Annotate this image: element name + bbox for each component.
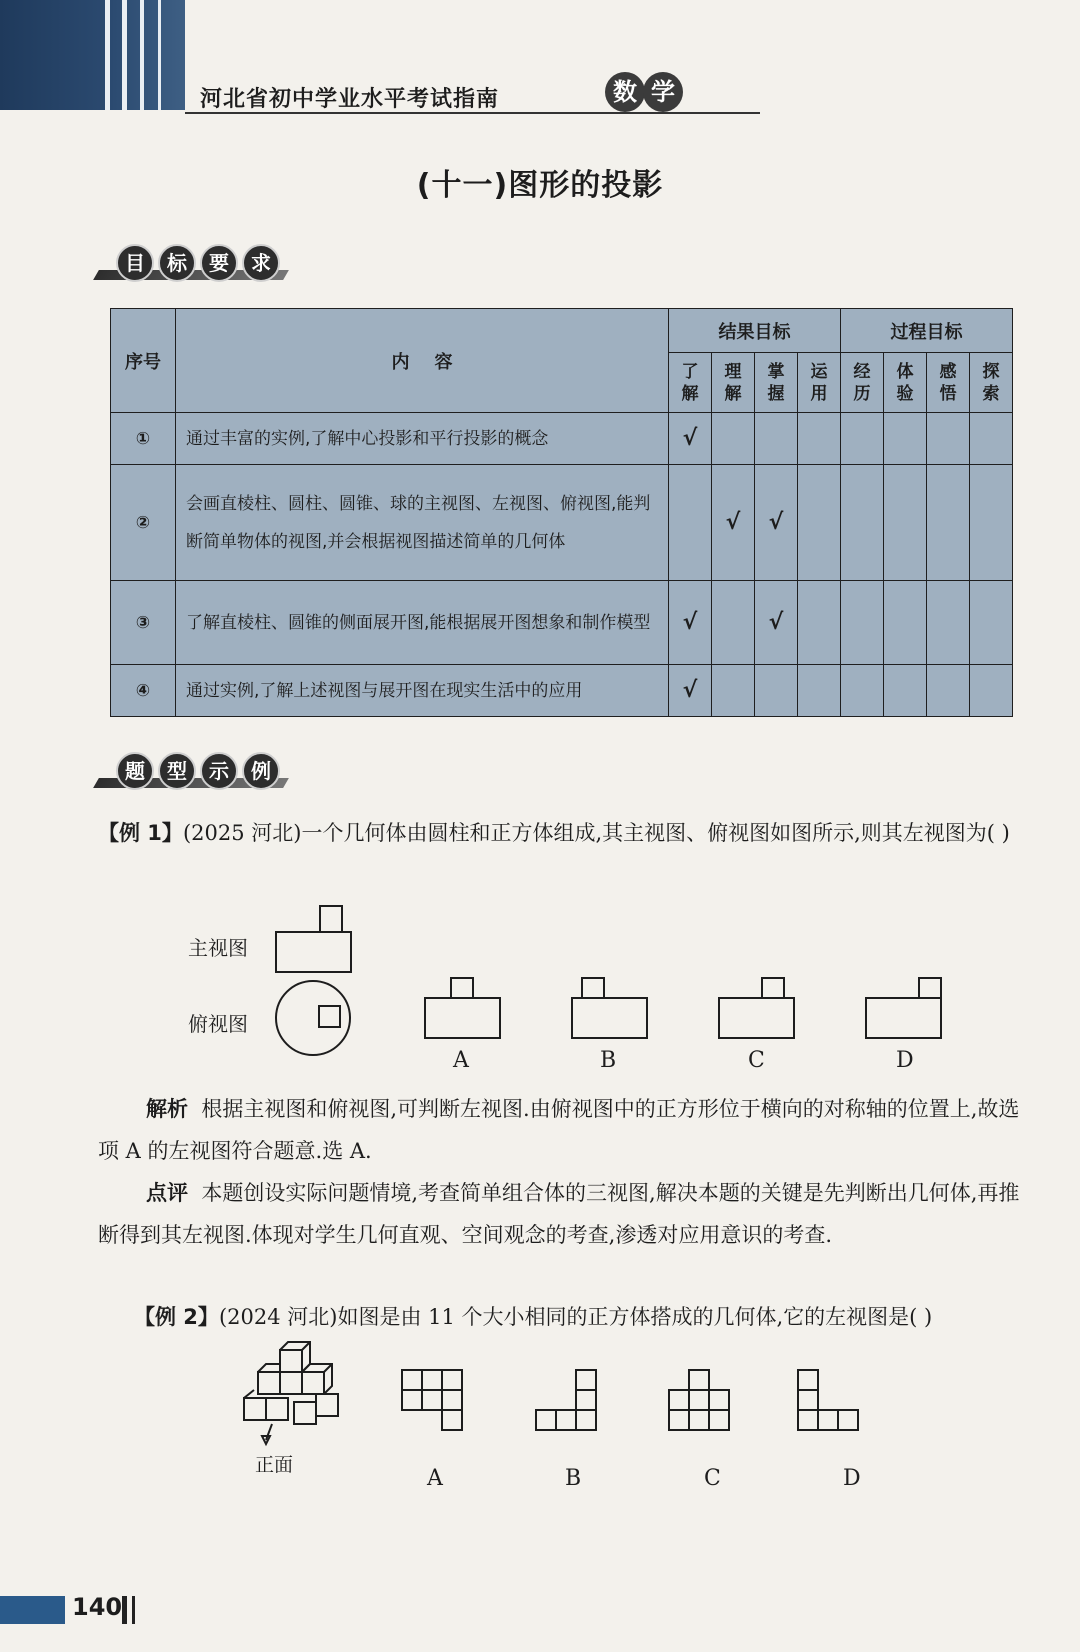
front-view-top-square bbox=[320, 906, 342, 932]
comment-text: 本题创设实际问题情境,考查简单组合体的三视图,解决本题的关键是先判断出几何体,再推断得到其左视图.体现对学生几何直观、空间观念的考查,渗透对应用意识的考查. bbox=[98, 1181, 1020, 1247]
row-content: 了解直棱柱、圆锥的侧面展开图,能根据展开图想象和制作模型 bbox=[176, 581, 669, 665]
option-c-grid bbox=[669, 1370, 729, 1430]
check-cell bbox=[712, 581, 755, 665]
check-cell: √ bbox=[669, 581, 712, 665]
row-index: ③ bbox=[111, 581, 176, 665]
option-label: D bbox=[896, 1048, 914, 1073]
ribbon-char: 示 bbox=[200, 752, 238, 790]
option-d-figure bbox=[866, 998, 941, 1038]
check-cell bbox=[927, 665, 970, 717]
ribbon-char: 标 bbox=[158, 244, 196, 282]
check-cell bbox=[884, 465, 927, 581]
front-direction-label: 正面 bbox=[255, 1454, 294, 1476]
front-view-label: 主视图 bbox=[188, 936, 248, 960]
option-label: A bbox=[427, 1466, 443, 1491]
check-cell bbox=[884, 581, 927, 665]
analysis-text: 根据主视图和俯视图,可判断左视图.由俯视图中的正方形位于横向的对称轴的位置上,故选项 A 的左视图符合题意.选 A. bbox=[98, 1097, 1020, 1163]
option-label: D bbox=[843, 1466, 861, 1491]
check-cell bbox=[884, 413, 927, 465]
option-label: C bbox=[748, 1048, 765, 1073]
check-cell bbox=[970, 581, 1013, 665]
check-cell: √ bbox=[755, 465, 798, 581]
check-cell bbox=[970, 413, 1013, 465]
goals-table bbox=[110, 308, 1013, 717]
table-row bbox=[111, 413, 1013, 465]
ribbon-char: 求 bbox=[242, 244, 280, 282]
check-cell bbox=[841, 465, 884, 581]
front-view-rect bbox=[276, 932, 351, 972]
example-1-text: (2025 河北)一个几何体由圆柱和正方体组成,其主视图、俯视图如图所示,则其左视图为( ) bbox=[182, 821, 1010, 845]
check-cell bbox=[970, 465, 1013, 581]
example-1-tag: 【例 1】 bbox=[98, 821, 183, 845]
subject-char-2: 学 bbox=[643, 72, 683, 112]
option-b-figure bbox=[572, 998, 647, 1038]
check-cell bbox=[712, 413, 755, 465]
check-cell bbox=[927, 465, 970, 581]
option-b-grid bbox=[536, 1370, 596, 1430]
example-2-text: (2024 河北)如图是由 11 个大小相同的正方体搭成的几何体,它的左视图是( ) bbox=[218, 1305, 933, 1329]
book-title: 河北省初中学业水平考试指南 bbox=[200, 87, 500, 112]
ribbon-char: 型 bbox=[158, 752, 196, 790]
table-row bbox=[111, 581, 1013, 665]
sub-header: 经 历 bbox=[841, 353, 884, 413]
check-cell bbox=[841, 665, 884, 717]
option-label: A bbox=[453, 1048, 469, 1073]
check-cell: √ bbox=[755, 581, 798, 665]
ribbon-goals bbox=[96, 244, 286, 282]
check-cell: √ bbox=[669, 665, 712, 717]
top-view-square bbox=[319, 1006, 340, 1027]
page-number: 140 bbox=[72, 1593, 123, 1621]
top-view-label: 俯视图 bbox=[188, 1012, 248, 1036]
option-label: B bbox=[565, 1466, 582, 1491]
comment-tag: 点评 bbox=[146, 1181, 188, 1205]
example-1-figures bbox=[260, 895, 960, 1065]
option-a-figure bbox=[425, 998, 500, 1038]
sub-header: 感 悟 bbox=[927, 353, 970, 413]
check-cell bbox=[712, 665, 755, 717]
option-label: B bbox=[600, 1048, 617, 1073]
check-cell bbox=[669, 465, 712, 581]
row-content: 会画直棱柱、圆柱、圆锥、球的主视图、左视图、俯视图,能判断简单物体的视图,并会根据视图描述简单的几何体 bbox=[176, 465, 669, 581]
check-cell bbox=[927, 581, 970, 665]
check-cell bbox=[798, 413, 841, 465]
sub-header: 理 解 bbox=[712, 353, 755, 413]
header-result: 结果目标 bbox=[669, 309, 841, 353]
check-cell bbox=[884, 665, 927, 717]
sub-header: 了 解 bbox=[669, 353, 712, 413]
option-d-grid bbox=[798, 1370, 858, 1430]
analysis bbox=[98, 1088, 1033, 1172]
row-index: ② bbox=[111, 465, 176, 581]
header-rule bbox=[185, 112, 760, 114]
example-2-figures bbox=[240, 1340, 900, 1460]
check-cell bbox=[970, 665, 1013, 717]
ribbon-char: 题 bbox=[116, 752, 154, 790]
row-index: ④ bbox=[111, 665, 176, 717]
ribbon-examples bbox=[96, 752, 286, 790]
sub-header: 运 用 bbox=[798, 353, 841, 413]
check-cell bbox=[841, 581, 884, 665]
example-2-tag: 【例 2】 bbox=[134, 1305, 219, 1329]
option-c-figure bbox=[719, 998, 794, 1038]
check-cell bbox=[841, 413, 884, 465]
check-cell bbox=[798, 665, 841, 717]
table-row bbox=[111, 665, 1013, 717]
comment bbox=[98, 1172, 1033, 1256]
top-view-circle bbox=[276, 981, 350, 1055]
check-cell bbox=[798, 581, 841, 665]
check-cell bbox=[927, 413, 970, 465]
header-process: 过程目标 bbox=[841, 309, 1013, 353]
footer-bar bbox=[0, 1596, 65, 1624]
sub-header: 掌 握 bbox=[755, 353, 798, 413]
example-1-question bbox=[98, 812, 1033, 854]
header-decoration bbox=[0, 0, 185, 110]
row-content: 通过实例,了解上述视图与展开图在现实生活中的应用 bbox=[176, 665, 669, 717]
option-label: C bbox=[704, 1466, 721, 1491]
table-row bbox=[111, 465, 1013, 581]
header-index: 序号 bbox=[111, 309, 176, 413]
ribbon-char: 目 bbox=[116, 244, 154, 282]
sub-header: 体 验 bbox=[884, 353, 927, 413]
sub-header: 探 索 bbox=[970, 353, 1013, 413]
footer-tick bbox=[132, 1596, 135, 1624]
check-cell: √ bbox=[712, 465, 755, 581]
check-cell: √ bbox=[669, 413, 712, 465]
analysis-tag: 解析 bbox=[146, 1097, 188, 1121]
footer-tick bbox=[122, 1596, 127, 1624]
cube-stack-figure bbox=[244, 1342, 338, 1444]
ribbon-char: 要 bbox=[200, 244, 238, 282]
row-index: ① bbox=[111, 413, 176, 465]
row-content: 通过丰富的实例,了解中心投影和平行投影的概念 bbox=[176, 413, 669, 465]
subject-char-1: 数 bbox=[605, 72, 645, 112]
option-a-grid bbox=[402, 1370, 462, 1430]
check-cell bbox=[755, 413, 798, 465]
check-cell bbox=[755, 665, 798, 717]
example-2-question bbox=[98, 1296, 1033, 1338]
header-content: 内 容 bbox=[176, 309, 669, 413]
ribbon-char: 例 bbox=[242, 752, 280, 790]
check-cell bbox=[798, 465, 841, 581]
section-title: (十一)图形的投影 bbox=[416, 168, 664, 203]
